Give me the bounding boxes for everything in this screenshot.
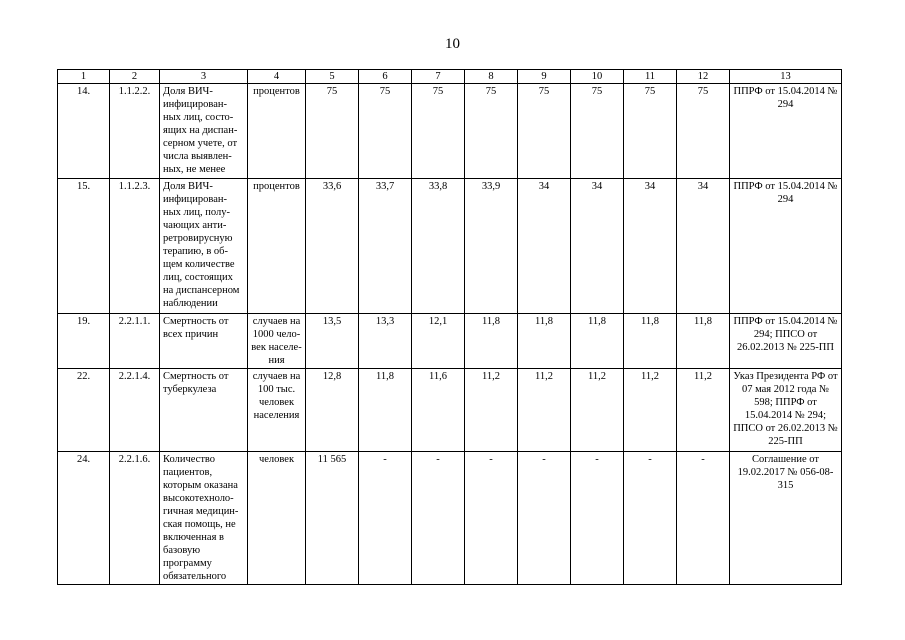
value-cell: - <box>624 452 677 585</box>
value-cell: - <box>518 452 571 585</box>
unit-cell: случаев на 1000 чело-век населе-ния <box>248 314 306 369</box>
value-cell: 33,6 <box>306 179 359 314</box>
row-number-cell: 22. <box>58 369 110 452</box>
unit-cell: процентов <box>248 179 306 314</box>
value-cell: 75 <box>359 84 412 179</box>
value-cell: 75 <box>677 84 730 179</box>
value-cell: - <box>359 452 412 585</box>
value-cell: 75 <box>306 84 359 179</box>
value-cell: 11,8 <box>518 314 571 369</box>
column-header: 3 <box>160 70 248 84</box>
value-cell: 75 <box>412 84 465 179</box>
value-cell: 12,8 <box>306 369 359 452</box>
column-header: 2 <box>110 70 160 84</box>
value-cell: 12,1 <box>412 314 465 369</box>
value-cell: 11,8 <box>677 314 730 369</box>
unit-cell: человек <box>248 452 306 585</box>
column-header: 12 <box>677 70 730 84</box>
value-cell: 11,2 <box>518 369 571 452</box>
indicator-name-cell: Доля ВИЧ-инфицирован-ных лиц, состо-ящих на диспан-серном учете, от числа выявлен-ных, не менее <box>160 84 248 179</box>
value-cell: 11,8 <box>571 314 624 369</box>
page-number: 10 <box>445 36 460 52</box>
indicator-code-cell: 1.1.2.2. <box>110 84 160 179</box>
value-cell: 11,8 <box>624 314 677 369</box>
column-header: 4 <box>248 70 306 84</box>
source-cell: Указ Президента РФ от 07 мая 2012 года № 598; ППРФ от 15.04.2014 № 294; ППСО от 26.02.2013 № 225-ПП <box>730 369 842 452</box>
column-header: 9 <box>518 70 571 84</box>
source-cell: ППРФ от 15.04.2014 № 294; ППСО от 26.02.2013 № 225-ПП <box>730 314 842 369</box>
source-cell: Соглашение от 19.02.2017 № 056-08-315 <box>730 452 842 585</box>
indicator-code-cell: 2.2.1.6. <box>110 452 160 585</box>
value-cell: 11,2 <box>624 369 677 452</box>
column-header: 10 <box>571 70 624 84</box>
value-cell: 33,7 <box>359 179 412 314</box>
indicator-name-cell: Смертность от туберкулеза <box>160 369 248 452</box>
value-cell: 13,3 <box>359 314 412 369</box>
table-row <box>58 452 842 585</box>
value-cell: 33,9 <box>465 179 518 314</box>
column-header: 6 <box>359 70 412 84</box>
value-cell: 11 565 <box>306 452 359 585</box>
source-cell: ППРФ от 15.04.2014 № 294 <box>730 84 842 179</box>
indicator-code-cell: 1.1.2.3. <box>110 179 160 314</box>
indicator-code-cell: 2.2.1.1. <box>110 314 160 369</box>
value-cell: - <box>412 452 465 585</box>
row-number-cell: 24. <box>58 452 110 585</box>
value-cell: 13,5 <box>306 314 359 369</box>
row-number-cell: 19. <box>58 314 110 369</box>
value-cell: 11,8 <box>465 314 518 369</box>
value-cell: 33,8 <box>412 179 465 314</box>
table-row <box>58 369 842 452</box>
value-cell: 34 <box>571 179 624 314</box>
unit-cell: процентов <box>248 84 306 179</box>
table-row <box>58 314 842 369</box>
value-cell: 34 <box>518 179 571 314</box>
value-cell: - <box>465 452 518 585</box>
value-cell: 34 <box>677 179 730 314</box>
table-row <box>58 84 842 179</box>
value-cell: 11,2 <box>465 369 518 452</box>
column-header: 11 <box>624 70 677 84</box>
indicator-name-cell: Доля ВИЧ-инфицирован-ных лиц, полу-чающих анти-ретровирусную терапию, в об-щем количестве лиц, состоящих на диспансерном наблюдении <box>160 179 248 314</box>
column-header: 8 <box>465 70 518 84</box>
value-cell: 11,2 <box>677 369 730 452</box>
column-header: 5 <box>306 70 359 84</box>
value-cell: 34 <box>624 179 677 314</box>
column-header: 1 <box>58 70 110 84</box>
indicator-code-cell: 2.2.1.4. <box>110 369 160 452</box>
indicator-name-cell: Смертность от всех причин <box>160 314 248 369</box>
row-number-cell: 15. <box>58 179 110 314</box>
value-cell: 11,8 <box>359 369 412 452</box>
table-row <box>58 179 842 314</box>
indicators-table <box>57 69 842 585</box>
value-cell: 75 <box>518 84 571 179</box>
value-cell: 11,6 <box>412 369 465 452</box>
value-cell: - <box>677 452 730 585</box>
value-cell: 75 <box>571 84 624 179</box>
source-cell: ППРФ от 15.04.2014 № 294 <box>730 179 842 314</box>
header-row <box>58 70 842 84</box>
row-number-cell: 14. <box>58 84 110 179</box>
value-cell: - <box>571 452 624 585</box>
column-header: 7 <box>412 70 465 84</box>
value-cell: 75 <box>465 84 518 179</box>
value-cell: 11,2 <box>571 369 624 452</box>
column-header: 13 <box>730 70 842 84</box>
value-cell: 75 <box>624 84 677 179</box>
indicator-name-cell: Количество пациентов, которым оказана высокотехноло-гичная медицин-ская помощь, не включенная в базовую программу обязательного <box>160 452 248 585</box>
unit-cell: случаев на 100 тыс. человек населения <box>248 369 306 452</box>
